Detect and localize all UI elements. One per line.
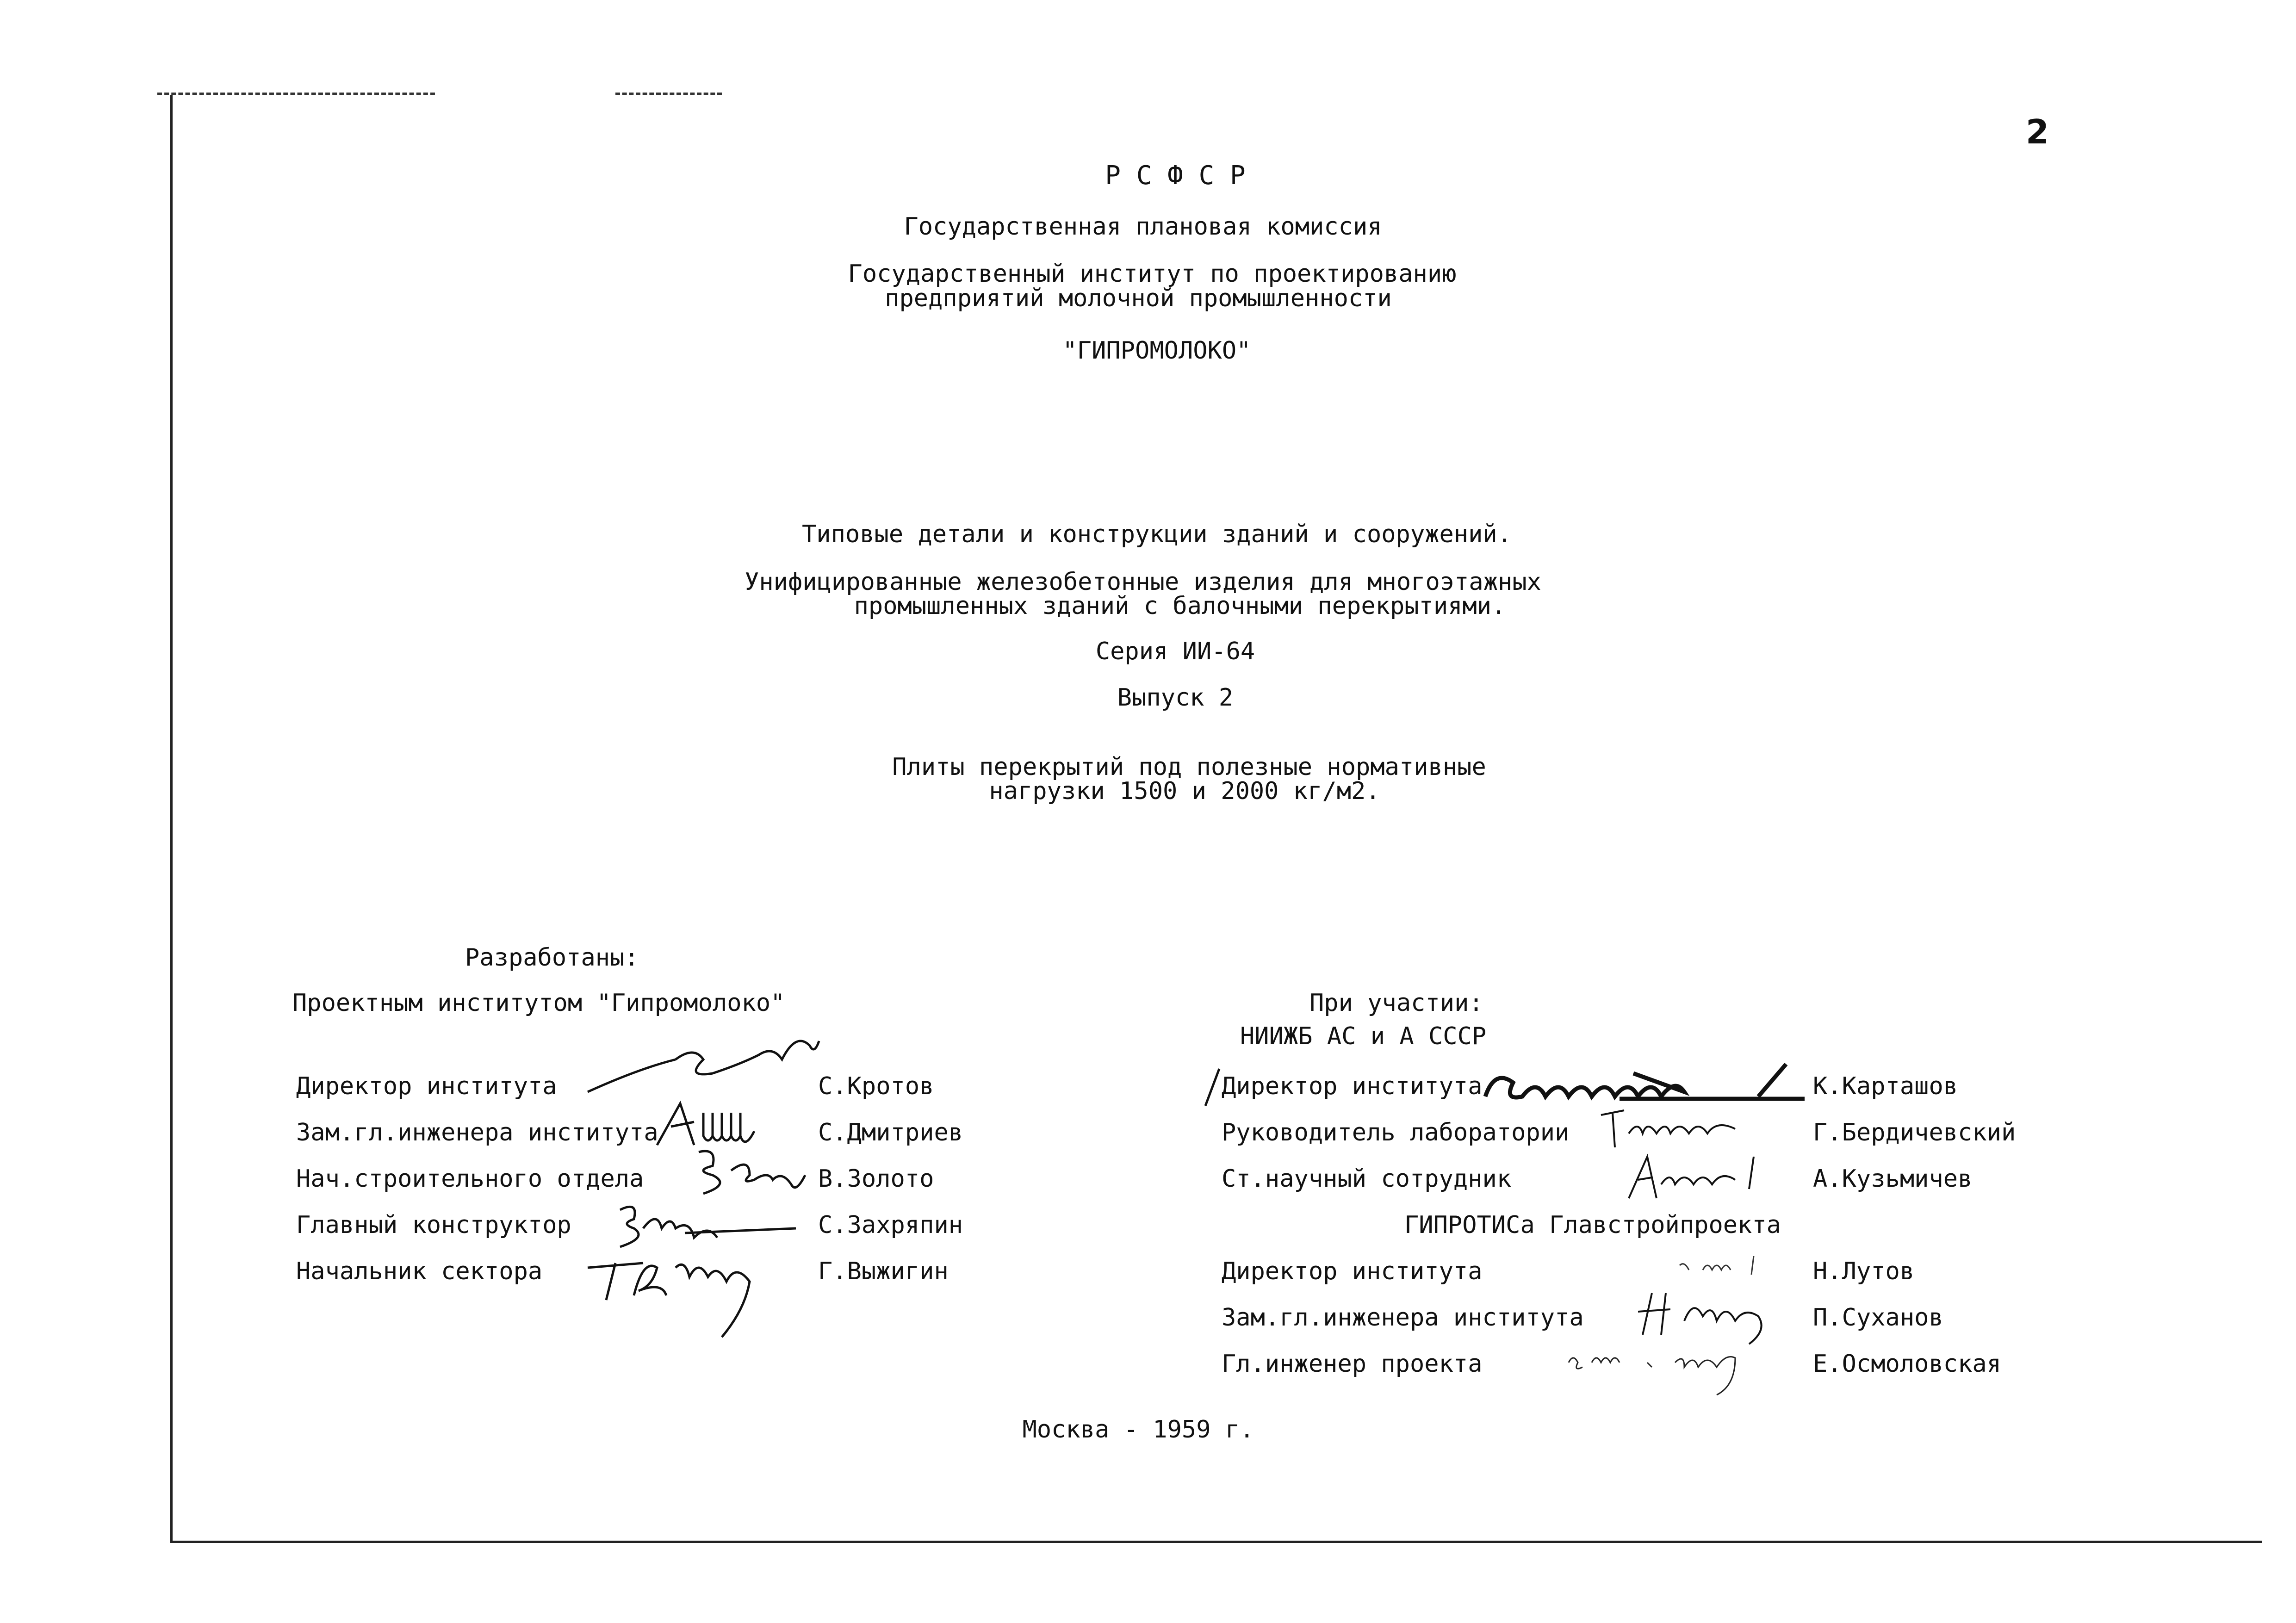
subject-line1: Плиты перекрытий под полезные нормативные bbox=[892, 753, 1486, 781]
title-line3: промышленных зданий с балочными перекрытиями. bbox=[854, 592, 1506, 620]
title-line2: Унифицированные железобетонные изделия для многоэтажных bbox=[745, 568, 1541, 596]
top-border-fragment bbox=[615, 93, 722, 95]
header-institute-line2: предприятий молочной промышленности bbox=[885, 285, 1392, 312]
participation-name: Н.Лутов bbox=[1813, 1258, 1915, 1285]
signature-kuzmichev bbox=[1624, 1147, 1791, 1208]
participation-organization: НИИЖБ АС и А СССР bbox=[1240, 1022, 1487, 1050]
developed-name: С.Дмитриев bbox=[818, 1119, 963, 1146]
developed-role: Начальник сектора bbox=[296, 1258, 543, 1285]
developed-name: С.Кротов bbox=[818, 1072, 934, 1100]
participation-role: Директор института bbox=[1222, 1258, 1483, 1285]
participation-name: К.Карташов bbox=[1813, 1072, 1958, 1100]
series: Серия ИИ-64 bbox=[1095, 638, 1255, 665]
participation-role: Зам.гл.инженера института bbox=[1222, 1304, 1584, 1332]
participation-organization2: ГИПРОТИСа Главстройпроекта bbox=[1404, 1211, 1781, 1239]
developed-role: Зам.гл.инженера института bbox=[296, 1119, 658, 1146]
header-institute-line1: Государственный институт по проектированию bbox=[848, 260, 1457, 288]
header-republic: Р С Ф С Р bbox=[1105, 161, 1246, 191]
participation-role: Гл.инженер проекта bbox=[1222, 1350, 1483, 1378]
signature-krotov bbox=[583, 1041, 824, 1101]
developed-name: С.Захряпин bbox=[818, 1211, 963, 1239]
signature-zoloto bbox=[689, 1143, 828, 1198]
participation-name: Е.Осмоловская bbox=[1813, 1350, 2001, 1378]
signature-lutov bbox=[1675, 1247, 1777, 1284]
title-line1: Типовые детали и конструкции зданий и сооружений. bbox=[801, 520, 1512, 548]
signature-vyzhigin bbox=[583, 1231, 796, 1323]
signature-mark bbox=[1201, 1064, 1229, 1110]
signature-sukhanov bbox=[1629, 1284, 1805, 1344]
participation-name: Г.Бердичевский bbox=[1813, 1119, 2016, 1146]
page-number: 2 bbox=[2026, 112, 2049, 151]
developed-role: Главный конструктор bbox=[296, 1211, 571, 1239]
developed-name: Г.Выжигин bbox=[818, 1258, 949, 1285]
developed-organization: Проектным институтом "Гипромолоко" bbox=[292, 989, 785, 1017]
participation-role: Ст.научный сотрудник bbox=[1222, 1165, 1512, 1193]
issue: Выпуск 2 bbox=[1117, 684, 1234, 712]
signature-kartashov bbox=[1481, 1055, 1814, 1110]
signature-osmolovskaya bbox=[1564, 1339, 1795, 1386]
participation-name: П.Суханов bbox=[1813, 1304, 1943, 1332]
participation-role: Руководитель лаборатории bbox=[1222, 1119, 1570, 1146]
developed-heading: Разработаны: bbox=[465, 944, 639, 972]
developed-role: Директор института bbox=[296, 1072, 557, 1100]
top-border-fragment bbox=[157, 93, 435, 95]
participation-name: А.Кузьмичев bbox=[1813, 1165, 1973, 1193]
header-commission: Государственная плановая комиссия bbox=[904, 213, 1382, 241]
developed-role: Нач.строительного отдела bbox=[296, 1165, 644, 1193]
developed-name: В.Золото bbox=[818, 1165, 934, 1193]
subject-line2: нагрузки 1500 и 2000 кг/м2. bbox=[989, 777, 1380, 805]
participation-heading: При участии: bbox=[1309, 989, 1483, 1017]
participation-role: Директор института bbox=[1222, 1072, 1483, 1100]
header-institute-short: "ГИПРОМОЛОКО" bbox=[1062, 337, 1251, 365]
city-year: Москва - 1959 г. bbox=[1022, 1416, 1254, 1443]
